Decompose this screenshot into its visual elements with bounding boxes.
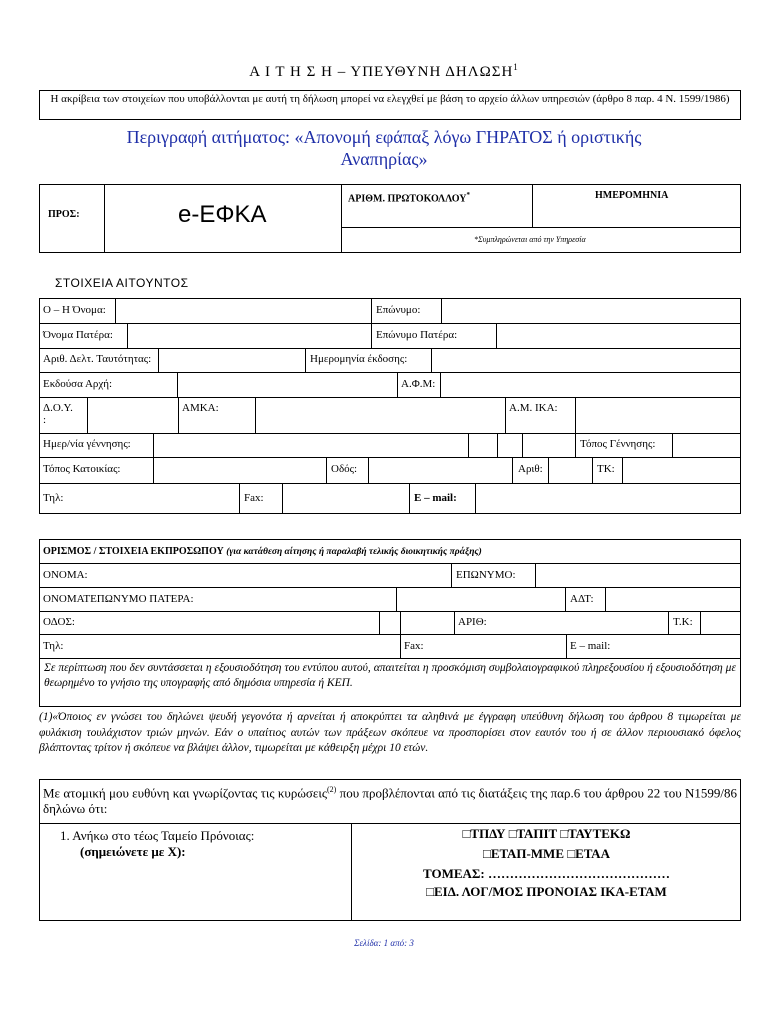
representative-fax-label: Fax: [404, 640, 424, 652]
fund-options-line-1[interactable]: □ΤΠΔΥ □ΤΑΠΙΤ □ΤΑΥΤΕΚΩ [462, 826, 631, 841]
fund-sector-field[interactable]: ΤΟΜΕΑΣ: …………………………………… [423, 866, 670, 881]
representative-title: ΟΡΙΣΜΟΣ / ΣΤΟΙΧΕΙΑ ΕΚΠΡΟΣΩΠΟΥ (για κατάθεση αίτησης ή παραλαβή τελικής διοικητικής πράξης) [43, 546, 482, 557]
applicant-am-ika-label: Α.Μ. ΙΚΑ: [509, 402, 558, 414]
applicant-email-label: E – mail: [414, 492, 457, 504]
request-subject [0, 126, 768, 170]
applicant-doy-label: Δ.Ο.Υ. [43, 402, 73, 414]
subject-line-2: Αναπηρίας» [340, 149, 428, 169]
applicant-afm-label: Α.Φ.Μ: [401, 378, 436, 390]
title-text: Α Ι Τ Η Σ Η – ΥΠΕΥΘΥΝΗ ΔΗΛΩΣΗ [249, 64, 514, 80]
title-footnote-mark: 1 [513, 62, 519, 72]
representative-adt-label: ΑΔΤ: [570, 593, 594, 605]
service-note: *Συμπληρώνεται από την Υπηρεσία [474, 235, 586, 244]
applicant-phone-label: Τηλ: [43, 492, 64, 504]
applicant-birth-place-label: Τόπος Γέννησης: [580, 438, 656, 450]
representative-name-label: ΟΝΟΜΑ: [43, 569, 88, 581]
applicant-postal-code-label: ΤΚ: [597, 463, 615, 475]
declaration-text: Με ατομική μου ευθύνη και γνωρίζοντας τις κυρώσεις$^{(2)}$ που προβλέπονται από τις διατάξεις της παρ.6 του άρθρου 22 του Ν1599/86 δηλώνω ότι: [43, 785, 737, 817]
applicant-first-name-label: Ο – Η Όνομα: [43, 304, 106, 316]
applicant-street-label: Οδός: [331, 463, 358, 475]
applicant-id-number-label: Αριθ. Δελτ. Ταυτότητας: [43, 353, 152, 365]
fund-question-instruction: (σημειώνετε με Χ): [80, 844, 186, 859]
applicant-fax-label: Fax: [244, 492, 264, 504]
applicant-father-surname-label: Επώνυμο Πατέρα: [376, 329, 458, 341]
applicant-amka-label: ΑΜΚΑ: [182, 402, 219, 414]
applicant-doy-colon: : [43, 414, 47, 426]
applicant-father-name-label: Όνομα Πατέρα: [43, 329, 113, 341]
fund-options-line-4[interactable]: □ΕΙΔ. ΛΟΓ/ΜΟΣ ΠΡΟΝΟΙΑΣ ΙΚΑ-ΕΤΑΜ [426, 884, 667, 899]
fund-options-line-2[interactable]: □ΕΤΑΠ-ΜΜΕ □ΕΤΑΑ [483, 846, 610, 861]
applicant-number-label: Αριθ: [518, 463, 543, 475]
applicant-issuing-authority-label: Εκδούσα Αρχή: [43, 378, 113, 390]
fund-question-text: 1. Ανήκω στο τέως Ταμείο Πρόνοιας: [60, 828, 255, 843]
applicant-birth-date-label: Ημερ/νία γέννησης: [43, 438, 131, 450]
applicant-surname-label: Επώνυμο: [376, 304, 421, 316]
representative-notice: Σε περίπτωση που δεν συντάσσεται η εξουσιοδότηση του εντύπου αυτού, απαιτείται η προσκόμιση συμβολαιογραφικού πληρεξουσίου ή εξουσιοδότηση με θεωρημένο το γνήσιο της υπογραφής από δημόσια υπηρεσία ή ΚΕΠ. [44, 662, 736, 689]
representative-father-name-label: ΟΝΟΜΑΤΕΠΩΝΥΜΟ ΠΑΤΕΡΑ: [43, 593, 194, 605]
applicant-residence-label: Τόπος Κατοικίας: [43, 463, 121, 475]
recipient-efka: e-ΕΦΚΑ [178, 201, 267, 228]
to-label: ΠΡΟΣ: [48, 209, 80, 220]
document-title [0, 62, 768, 81]
applicant-issue-date-label: Ημερομηνία έκδοσης: [310, 353, 408, 365]
representative-surname-label: ΕΠΩΝΥΜΟ: [456, 569, 516, 581]
date-label: ΗΜΕΡΟΜΗΝΙΑ [595, 190, 669, 201]
representative-email-label: E – mail: [570, 640, 611, 652]
representative-street-label: ΟΔΟΣ: [43, 616, 75, 628]
false-declaration-footnote: (1)«Όποιος εν γνώσει του δηλώνει ψευδή γεγονότα ή αρνείται ή αποκρύπτει τα αληθινά με έγγραφη υπεύθυνη δήλωση του άρθρου 8 τιμωρείται με φυλάκιση τουλάχιστον τριών μηνών. Εάν ο υπαίτιος αυτών των πράξεων σκόπευε να προσπορίσει στον εαυτόν του ή σε άλλον περιουσιακό όφελος βλάπτοντας τρίτον ή σκόπευε να βλάψει άλλον, τιμωρείται με κάθειρξη μέχρι 10 ετών. [39, 711, 741, 754]
representative-postal-code-label: Τ.Κ: [673, 616, 693, 628]
protocol-number-label: ΑΡΙΘΜ. ΠΡΩΤΟΚΟΛΛΟΥ* [348, 191, 470, 205]
subject-line-1: Περιγραφή αιτήματος: «Απονομή εφάπαξ λόγω ΓΗΡΑΤΟΣ ή οριστικής [126, 127, 642, 147]
representative-number-label: ΑΡΙΘ: [458, 616, 487, 628]
fund-question [60, 828, 348, 860]
representative-phone-label: Τηλ: [43, 640, 64, 652]
accuracy-note: Η ακρίβεια των στοιχείων που υποβάλλονται με αυτή τη δήλωση μπορεί να ελεγχθεί με βάση το αρχείο άλλων υπηρεσιών (άρθρο 8 παρ. 4 Ν. 1599/1986) [39, 90, 741, 120]
applicant-section-title: ΣΤΟΙΧΕΙΑ ΑΙΤΟΥΝΤΟΣ [55, 276, 189, 290]
page-number: Σελίδα: 1 από: 3 [354, 938, 414, 948]
